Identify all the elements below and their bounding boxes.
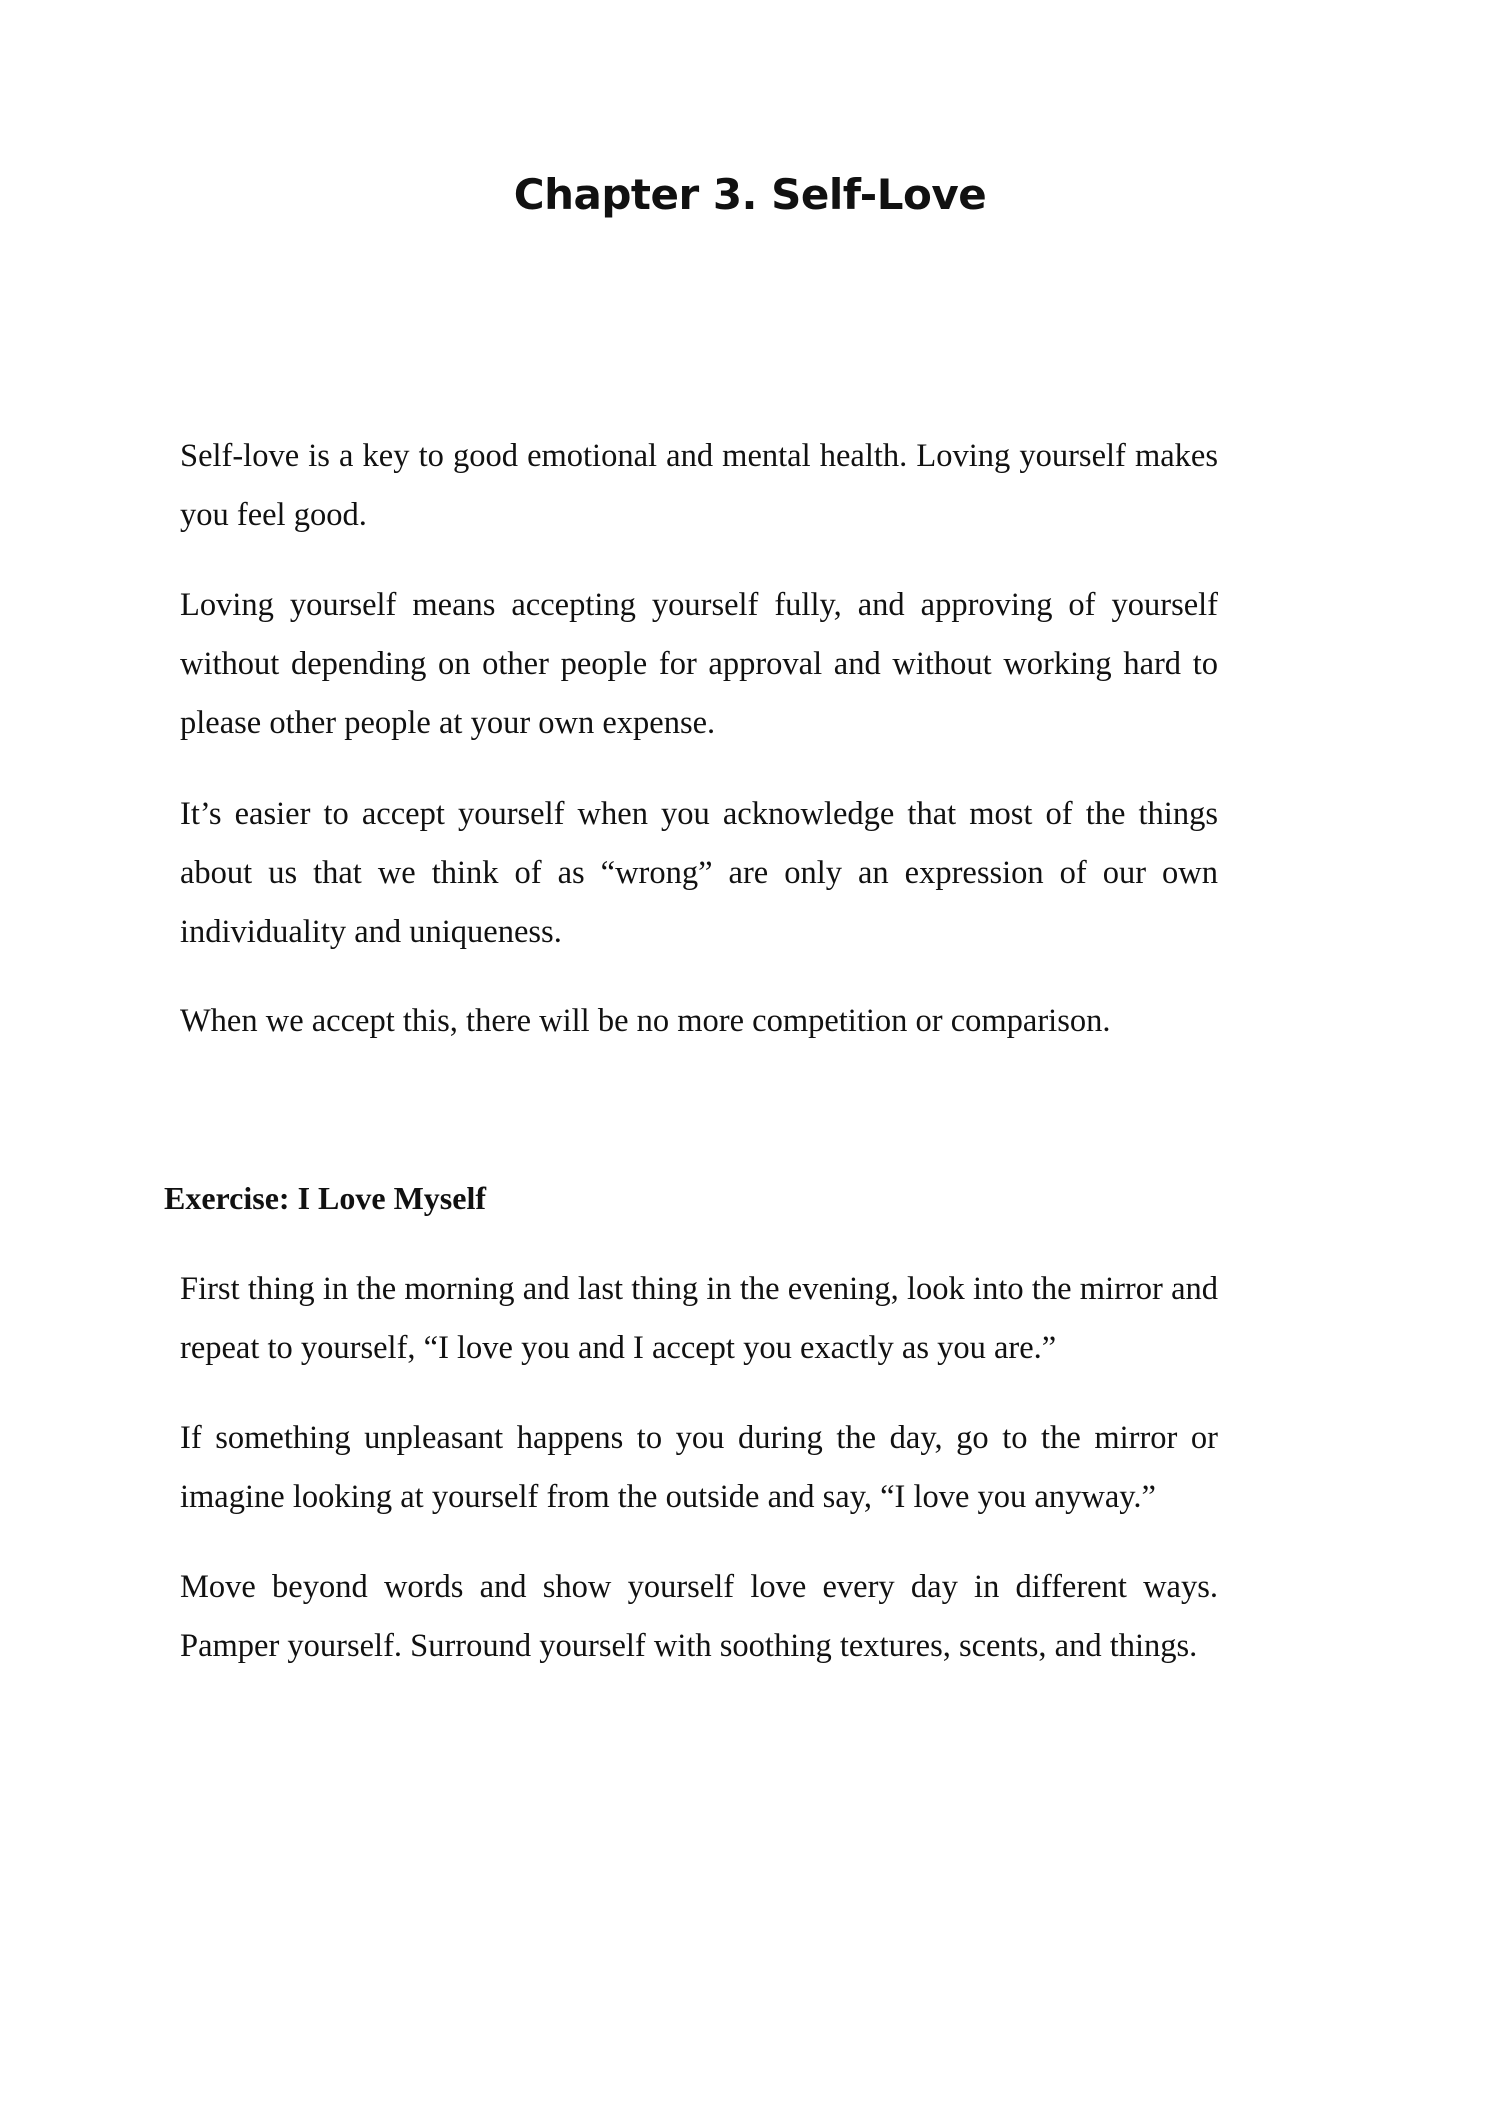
intro-paragraph: It’s easier to accept yourself when you acknowledge that most of the things about us that we think of as “wrong” are only an expression of our own individuality and uniqueness.	[180, 796, 1218, 950]
exercise-paragraph: Move beyond words and show yourself love every day in different ways. Pamper yourself. Surround yourself with soothing textures, scents, and things.	[180, 1569, 1218, 1664]
intro-paragraph: When we accept this, there will be no more competition or comparison.	[180, 1003, 1111, 1039]
intro-paragraph: Self-love is a key to good emotional and mental health. Loving yourself makes you feel good.	[180, 438, 1218, 533]
exercise-heading: Exercise: I Love Myself	[164, 1180, 486, 1216]
chapter-title: Chapter 3. Self-Love	[513, 170, 987, 219]
intro-paragraph: Loving yourself means accepting yourself fully, and approving of yourself without depending on other people for approval and without working hard to please other people at your own expense.	[180, 587, 1218, 741]
exercise-paragraph: If something unpleasant happens to you during the day, go to the mirror or imagine looking at yourself from the outside and say, “I love you anyway.”	[180, 1420, 1218, 1515]
exercise-paragraph: First thing in the morning and last thing in the evening, look into the mirror and repeat to yourself, “I love you and I accept you exactly as you are.”	[180, 1271, 1218, 1366]
